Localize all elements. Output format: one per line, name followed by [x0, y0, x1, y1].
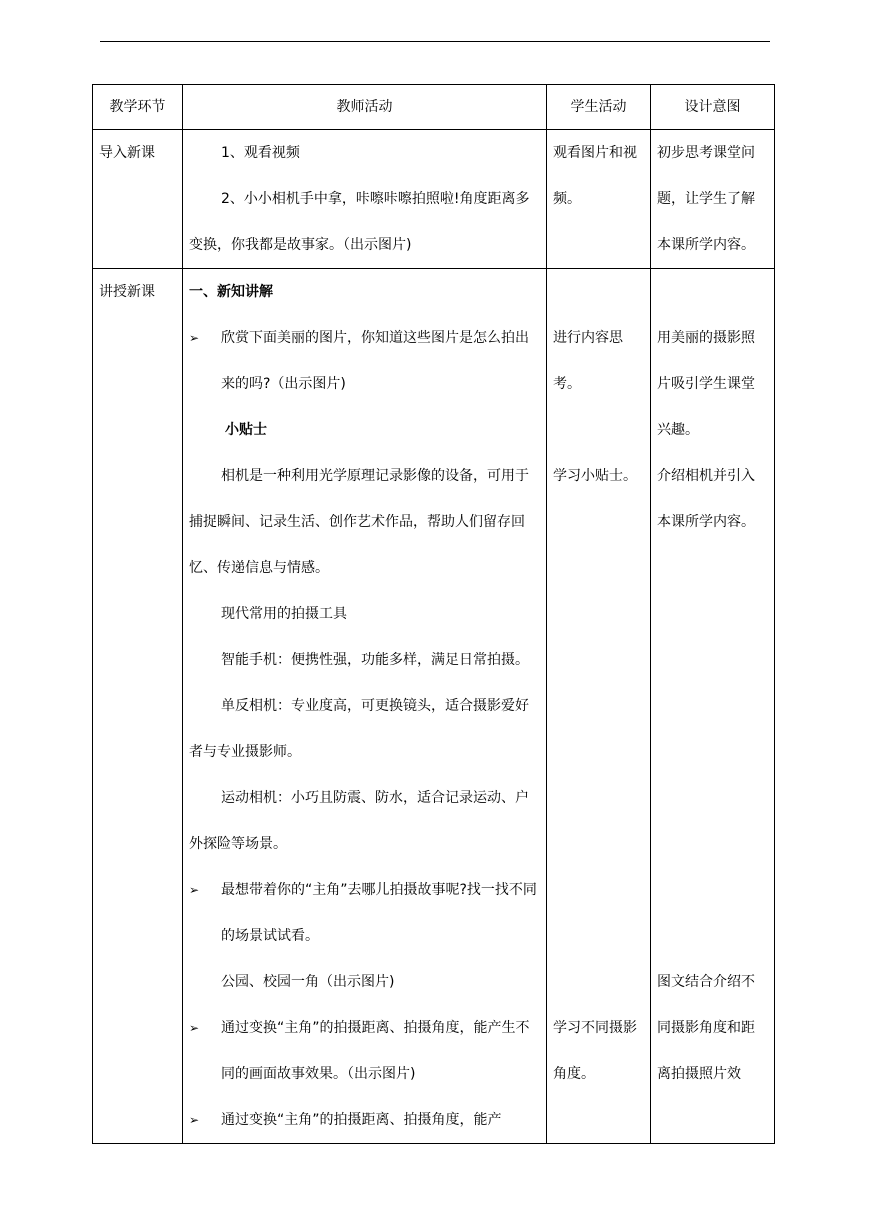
- table-row-teaching: [93, 269, 775, 1144]
- table-row-intro: [93, 130, 775, 269]
- student-cell: [547, 269, 651, 1144]
- section-heading: 一、新知讲解: [189, 284, 273, 300]
- bullet-item: ➢ 通过变换“主角”的拍摄距离、拍摄角度，能产生不同的画面故事效果。（出示图片): [189, 1005, 540, 1097]
- teacher-cell: [183, 130, 547, 269]
- stage-label: 讲授新课: [99, 284, 155, 300]
- arrow-bullet-icon: ➢: [189, 1113, 200, 1127]
- stage-cell: [93, 269, 183, 1144]
- bullet-item: ➢ 最想带着你的“主角”去哪儿拍摄故事呢?找一找不同的场景试试看。: [189, 867, 540, 959]
- intent-text: 介绍相机并引入本课所学内容。: [657, 468, 755, 530]
- tip-text: 相机是一种利用光学原理记录影像的设备，可用于捕捉瞬间、记录生活、创作艺术作品，帮助人们留存回忆、传递信息与情感。: [189, 468, 529, 576]
- tool-item: 单反相机：专业度高，可更换镜头，适合摄影爱好者与专业摄影师。: [189, 698, 529, 760]
- table-header-row: [93, 85, 775, 130]
- header-intent: 设计意图: [651, 85, 775, 130]
- bullet-item: ➢ 通过变换“主角”的拍摄距离、拍摄角度，能产: [189, 1097, 540, 1143]
- arrow-bullet-icon: ➢: [189, 883, 200, 897]
- teacher-paragraph: 2、小小相机手中拿，咔嚓咔嚓拍照啦!角度距离多变换，你我都是故事家。（出示图片): [189, 191, 530, 253]
- lesson-plan-table: [92, 84, 775, 1144]
- bullet-item: ➢ 欣赏下面美丽的图片，你知道这些图片是怎么拍出来的吗?（出示图片): [189, 315, 540, 407]
- tools-title: 现代常用的拍摄工具: [221, 606, 347, 622]
- student-text: 观看图片和视频。: [553, 145, 637, 207]
- header-stage: 教学环节: [93, 85, 183, 130]
- tip-title: 小贴士: [225, 422, 267, 438]
- teacher-cell: [183, 269, 547, 1144]
- arrow-bullet-icon: ➢: [189, 1021, 200, 1035]
- intent-cell: [651, 130, 775, 269]
- intent-text: 初步思考课堂问题，让学生了解本课所学内容。: [657, 145, 755, 253]
- header-student: 学生活动: [547, 85, 651, 130]
- scenes-text: 公园、校园一角（出示图片): [221, 974, 395, 990]
- teacher-paragraph: 1、观看视频: [221, 145, 300, 161]
- tool-item: 智能手机：便携性强，功能多样，满足日常拍摄。: [221, 652, 529, 668]
- student-text: 学习不同摄影角度。: [553, 1020, 637, 1082]
- student-cell: [547, 130, 651, 269]
- header-rule: [100, 41, 770, 42]
- stage-label: 导入新课: [99, 145, 155, 161]
- student-text: 进行内容思考。: [553, 330, 623, 392]
- stage-cell: [93, 130, 183, 269]
- tool-item: 运动相机：小巧且防震、防水，适合记录运动、户外探险等场景。: [189, 790, 529, 852]
- intent-text: 用美丽的摄影照片吸引学生课堂兴趣。: [657, 330, 755, 438]
- arrow-bullet-icon: ➢: [189, 331, 200, 345]
- student-text: 学习小贴士。: [553, 468, 637, 484]
- header-teacher: 教师活动: [183, 85, 547, 130]
- intent-cell: [651, 269, 775, 1144]
- intent-text: 图文结合介绍不同摄影角度和距离拍摄照片效: [657, 974, 755, 1082]
